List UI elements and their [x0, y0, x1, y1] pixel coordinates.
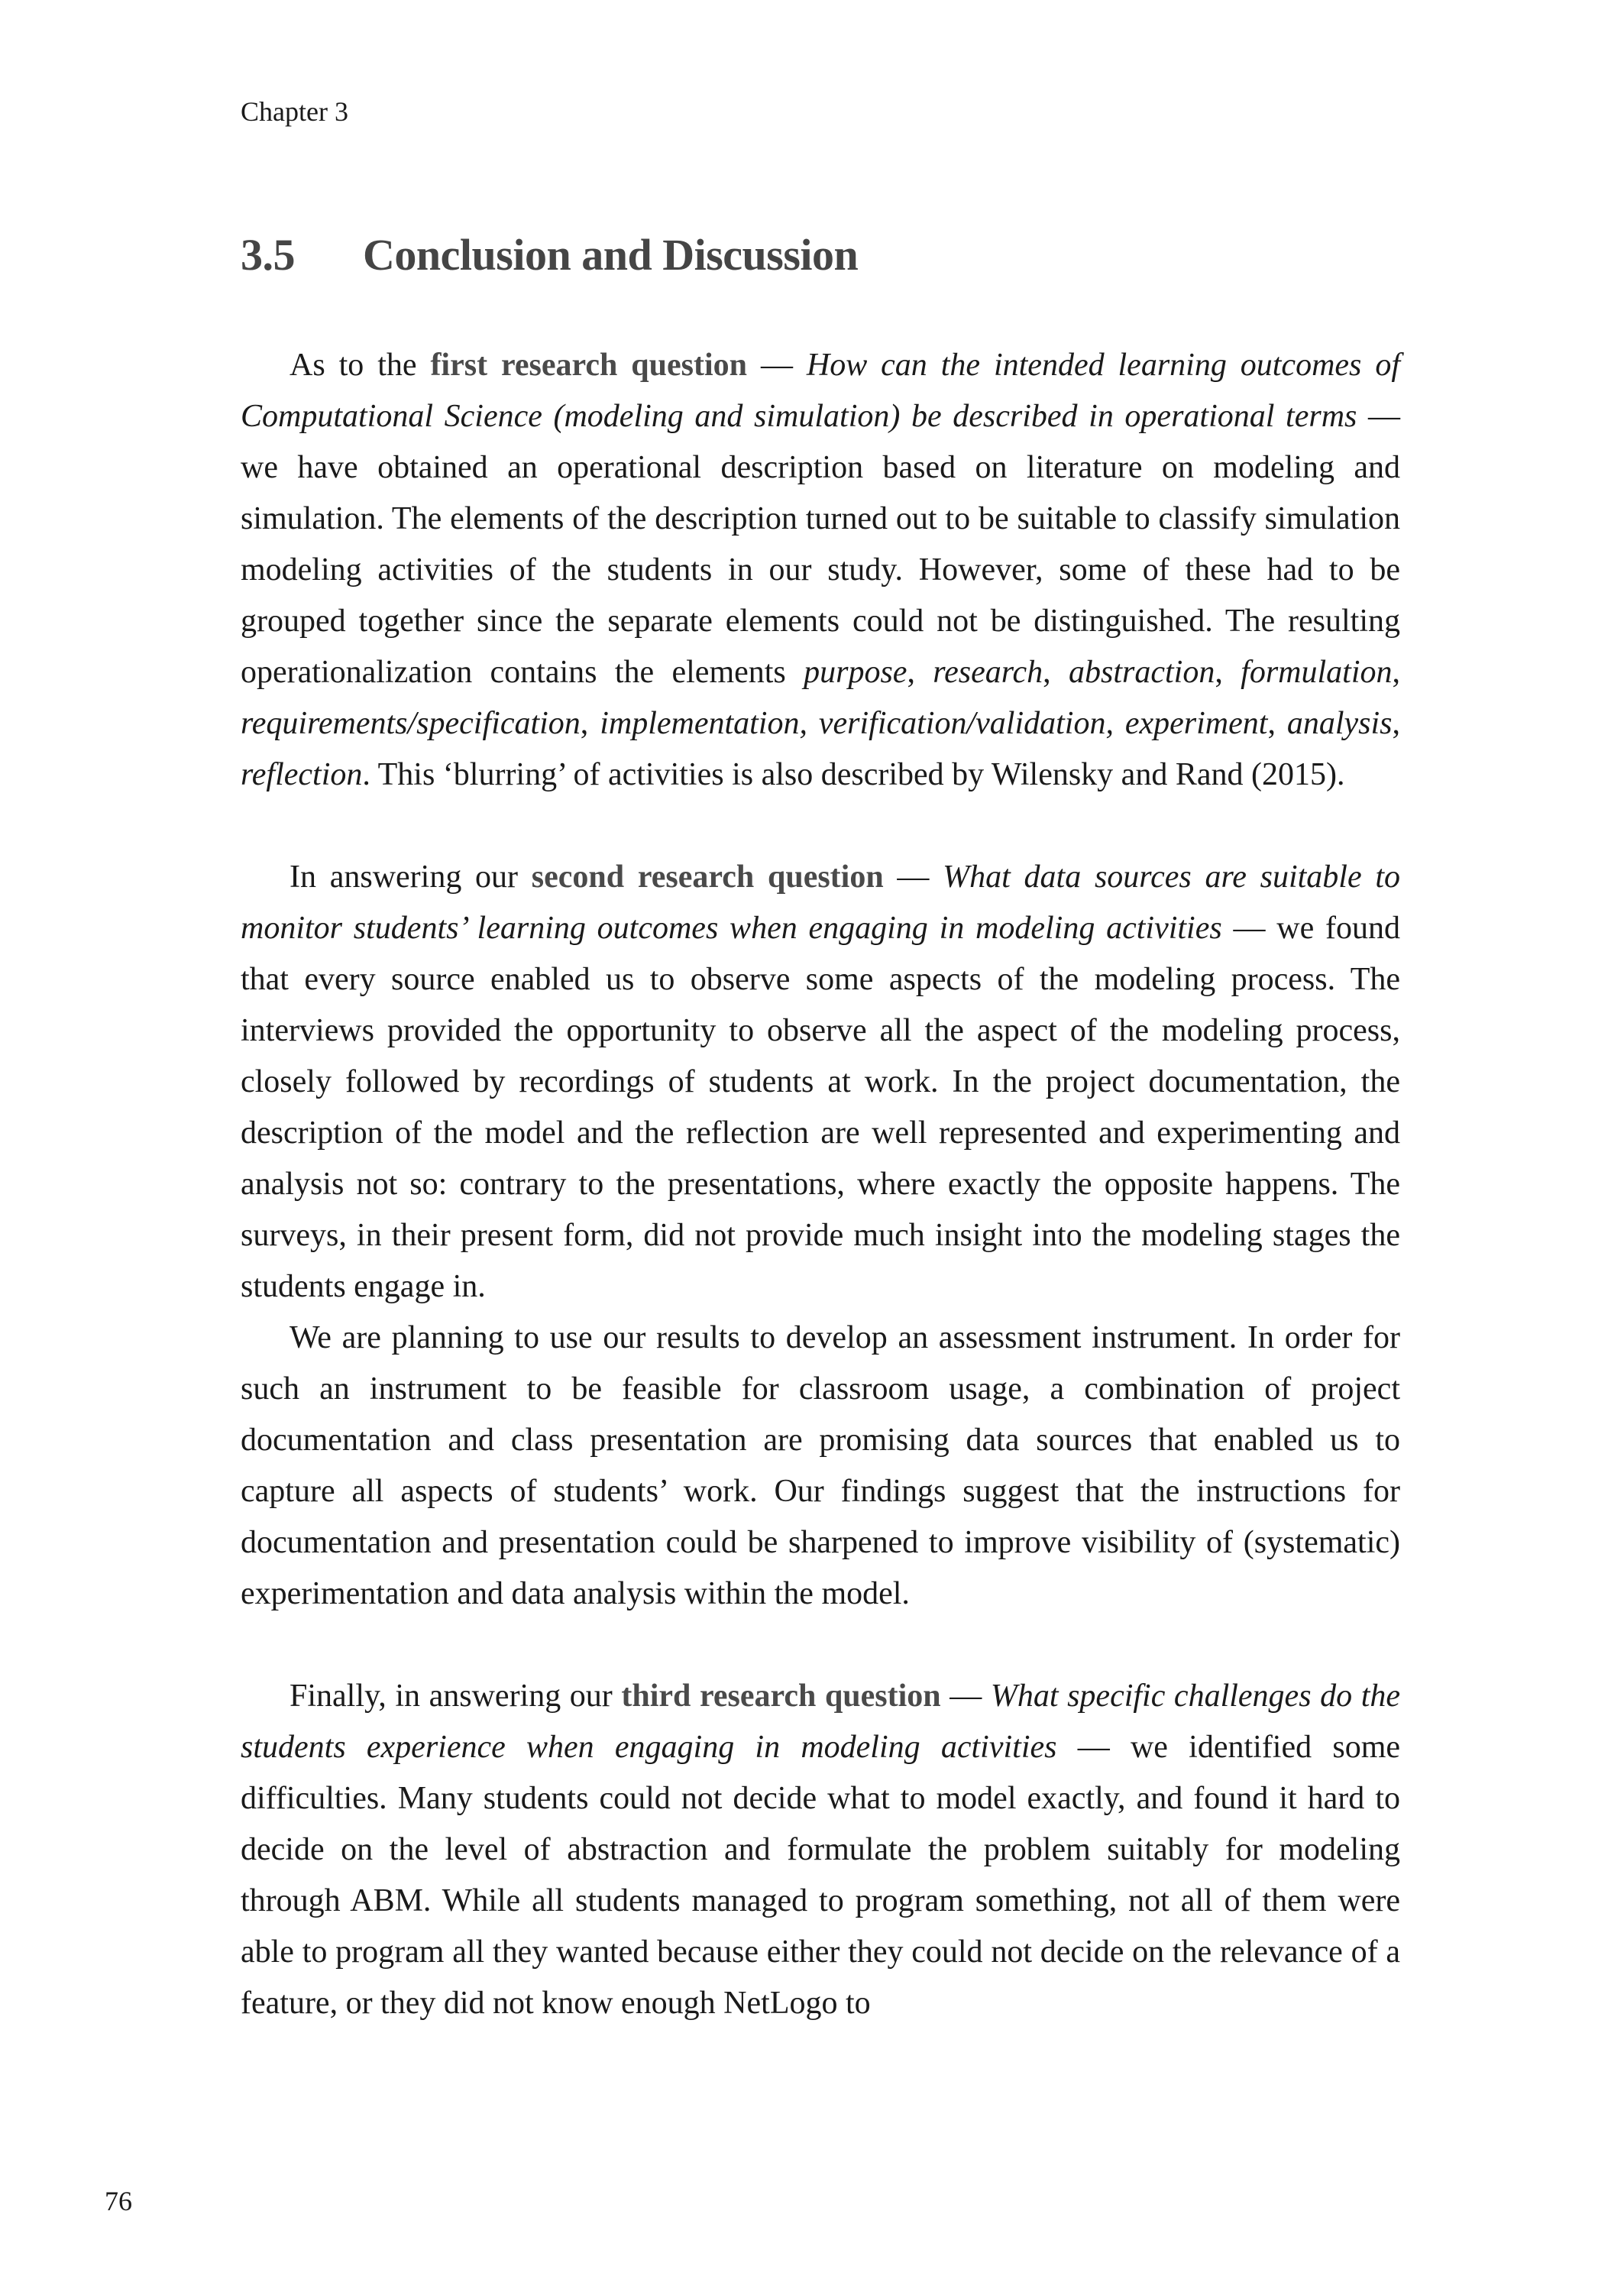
text-run: , — [1043, 655, 1069, 690]
paragraph-second-research-question — [241, 852, 1400, 1313]
section-heading — [241, 229, 858, 280]
research-question-1: How can the intended learning outcomes of Computational Science (modeling and simulation) be described in operational terms — [241, 348, 1400, 434]
research-question-2: What data sources are suitable to monitor students’ learning outcomes when engaging in modeling activities — [241, 860, 1400, 946]
highlight-third-research-question: third research question — [621, 1679, 941, 1714]
text-run: . This ‘blurring’ of activities is also described by Wilensky and Rand (2015). — [362, 757, 1345, 792]
text-run: — we have obtained an operational description based on literature on modeling and simulation. The elements of the description turned out to be suitable to classify simulation modeling activities of the students in our study. However, some of these had to be grouped together since the separate elements could not be distinguished. The resulting operationalization contains the elements — [241, 399, 1401, 690]
element-term: reflection — [241, 757, 363, 792]
text-run: — we found that every source enabled us to observe some aspects of the modeling process. The interviews provided the opportunity to observe all the aspect of the modeling process, closely followed by recordings of students at work. In the project documentation, the description of the model and the reflection are well represented and experimenting and analysis not so: contrary to the presentations, where exactly the opposite happens. The surveys, in their present form, did not provide much insight into the modeling stages the students engage in. — [241, 911, 1400, 1304]
text-run: , — [1215, 655, 1241, 690]
running-head: Chapter 3 — [241, 96, 348, 127]
paragraph-first-research-question — [241, 340, 1400, 801]
text-run: — — [940, 1679, 991, 1714]
text-run: In answering our — [290, 860, 532, 895]
element-term: research — [933, 655, 1043, 690]
text-run: , — [580, 706, 600, 741]
text-run: , — [1392, 655, 1401, 690]
element-term: purpose — [804, 655, 907, 690]
text-run: — we identified some difficulties. Many students could not decide what to model exactly, and found it hard to decide on the level of abstraction and formulate the problem suitably for modeling through ABM. While all students managed to program something, not all of them were able to program all they wanted because either they could not decide on the relevance of a feature, or they did not know enough NetLogo to — [241, 1730, 1401, 2021]
paragraph-assessment-instrument: We are planning to use our results to develop an assessment instrument. In order for such an instrument to be feasible for classroom usage, a combination of project documentation and class presentation are promising data sources that enabled us to capture all aspects of students’ work. Our findings suggest that the instructions for documentation and presentation could be sharpened to improve visibility of (systematic) experimentation and data analysis within the model. — [241, 1320, 1400, 1611]
text-run: , — [907, 655, 933, 690]
text-run: — — [747, 348, 807, 383]
text-run: Finally, in answering our — [290, 1679, 622, 1714]
paragraph-third-research-question — [241, 1671, 1400, 2029]
highlight-second-research-question: second research question — [531, 860, 884, 895]
text-run: As to the — [290, 348, 431, 383]
section-title: Conclusion and Discussion — [363, 230, 859, 280]
research-question-3: What specific challenges do the students experience when engaging in modeling activities — [241, 1679, 1401, 1765]
element-term: analysis — [1286, 706, 1393, 741]
element-term: abstraction — [1068, 655, 1215, 690]
text-run: — — [883, 860, 943, 895]
text-run: , — [1267, 706, 1287, 741]
element-term: formulation — [1241, 655, 1393, 690]
text-run: , — [1392, 706, 1400, 741]
element-term: requirements/specification — [241, 706, 581, 741]
highlight-first-research-question: first research question — [430, 348, 748, 383]
page-number: 76 — [105, 2186, 132, 2216]
body-text — [241, 340, 1400, 2029]
section-number: 3.5 — [241, 230, 295, 280]
element-term: implementation, verification/validation, experiment — [600, 706, 1268, 741]
